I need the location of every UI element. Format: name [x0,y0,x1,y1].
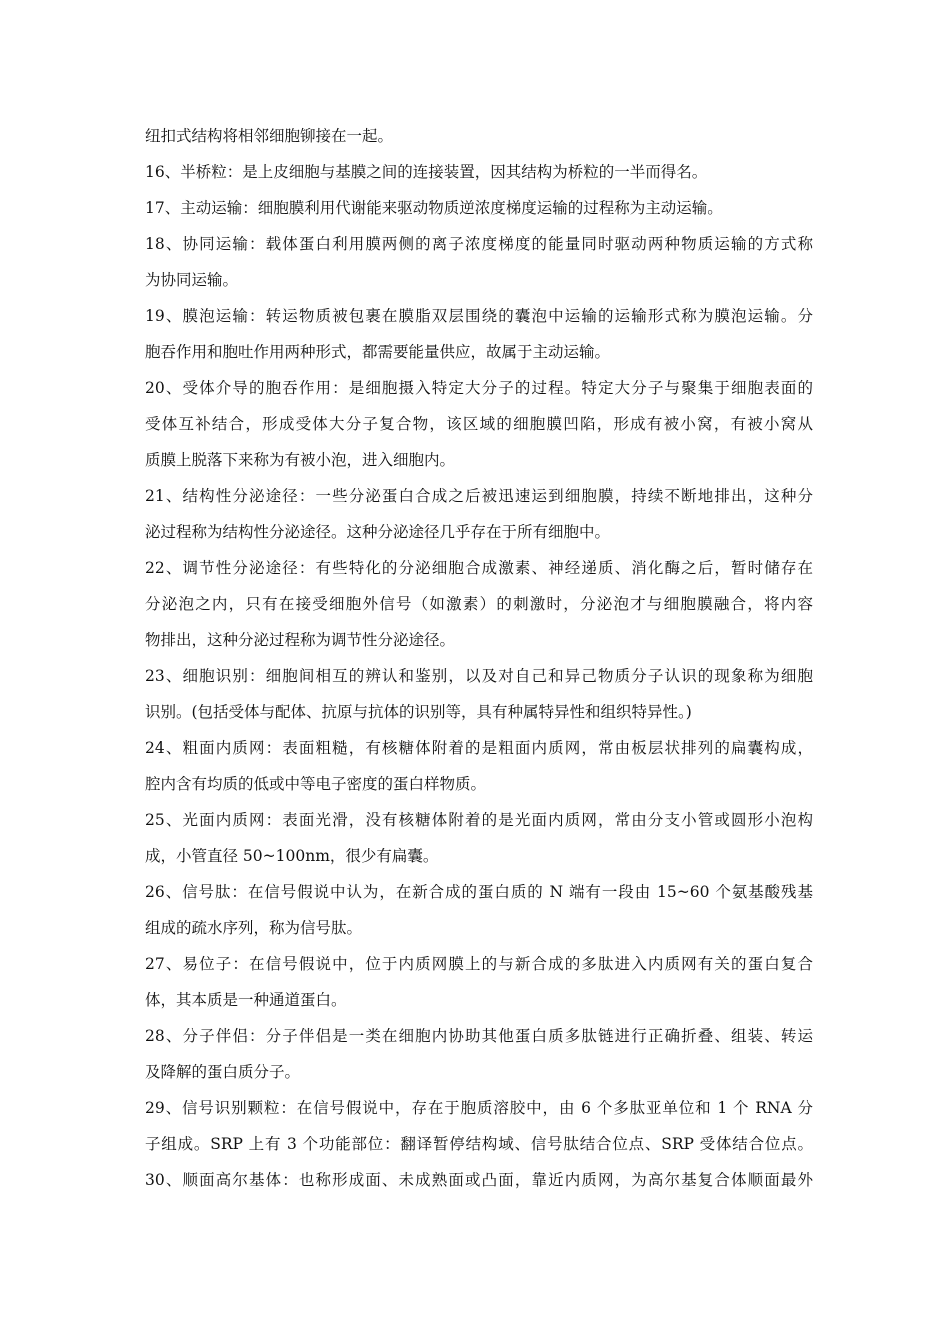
text-line: 23、细胞识别：细胞间相互的辨认和鉴别，以及对自己和异己物质分子认识的现象称为细胞 [145,667,813,685]
document-body [145,118,813,1198]
text-line: 为协同运输。 [145,271,239,289]
text-line: 识别。(包括受体与配体、抗原与抗体的识别等，具有种属特异性和组织特异性。) [145,703,692,721]
text-line: 17、主动运输：细胞膜利用代谢能来驱动物质逆浓度梯度运输的过程称为主动运输。 [145,199,723,217]
text-line: 质膜上脱落下来称为有被小泡，进入细胞内。 [145,451,456,469]
text-line: 18、协同运输：载体蛋白利用膜两侧的离子浓度梯度的能量同时驱动两种物质运输的方式称 [145,235,813,253]
text-line: 19、膜泡运输：转运物质被包裹在膜脂双层围绕的囊泡中运输的运输形式称为膜泡运输。分 [145,307,813,325]
text-line: 分泌泡之内，只有在接受细胞外信号（如激素）的刺激时，分泌泡才与细胞膜融合，将内容 [145,595,813,613]
text-line: 27、易位子：在信号假说中，位于内质网膜上的与新合成的多肽进入内质网有关的蛋白复合 [145,955,813,973]
text-line: 纽扣式结构将相邻细胞铆接在一起。 [145,127,394,145]
text-line: 30、顺面高尔基体：也称形成面、未成熟面或凸面，靠近内质网，为高尔基复合体顺面最外 [145,1171,813,1189]
text-line: 16、半桥粒：是上皮细胞与基膜之间的连接装置，因其结构为桥粒的一半而得名。 [145,163,708,181]
text-line: 受体互补结合，形成受体大分子复合物，该区域的细胞膜凹陷，形成有被小窝，有被小窝从 [145,415,813,433]
text-line: 成，小管直径 50~100nm，很少有扁囊。 [145,847,439,865]
text-line: 22、调节性分泌途径：有些特化的分泌细胞合成激素、神经递质、消化酶之后，暂时储存在 [145,559,813,577]
text-line: 24、粗面内质网：表面粗糙，有核糖体附着的是粗面内质网，常由板层状排列的扁囊构成， [145,739,813,757]
text-line: 28、分子伴侣：分子伴侣是一类在细胞内协助其他蛋白质多肽链进行正确折叠、组装、转运 [145,1027,813,1045]
text-line: 21、结构性分泌途径：一些分泌蛋白合成之后被迅速运到细胞膜，持续不断地排出，这种分 [145,487,813,505]
text-line: 25、光面内质网：表面光滑，没有核糖体附着的是光面内质网，常由分支小管或圆形小泡构 [145,811,813,829]
text-line: 26、信号肽：在信号假说中认为，在新合成的蛋白质的 N 端有一段由 15~60 个氨基酸残基 [145,883,813,901]
text-line: 20、受体介导的胞吞作用：是细胞摄入特定大分子的过程。特定大分子与聚集于细胞表面的 [145,379,813,397]
text-line: 体，其本质是一种通道蛋白。 [145,991,347,1009]
text-line: 29、信号识别颗粒：在信号假说中，存在于胞质溶胶中，由 6 个多肽亚单位和 1 个 RNA 分 [145,1099,813,1117]
text-line: 物排出，这种分泌过程称为调节性分泌途径。 [145,631,456,649]
text-line: 组成的疏水序列，称为信号肽。 [145,919,363,937]
text-line: 及降解的蛋白质分子。 [145,1063,301,1081]
text-line: 子组成。SRP 上有 3 个功能部位：翻译暂停结构域、信号肽结合位点、SRP 受体结合位点。 [145,1135,813,1153]
text-line: 胞吞作用和胞吐作用两种形式，都需要能量供应，故属于主动运输。 [145,343,611,361]
text-line: 泌过程称为结构性分泌途径。这种分泌途径几乎存在于所有细胞中。 [145,523,611,541]
text-line: 腔内含有均质的低或中等电子密度的蛋白样物质。 [145,775,487,793]
